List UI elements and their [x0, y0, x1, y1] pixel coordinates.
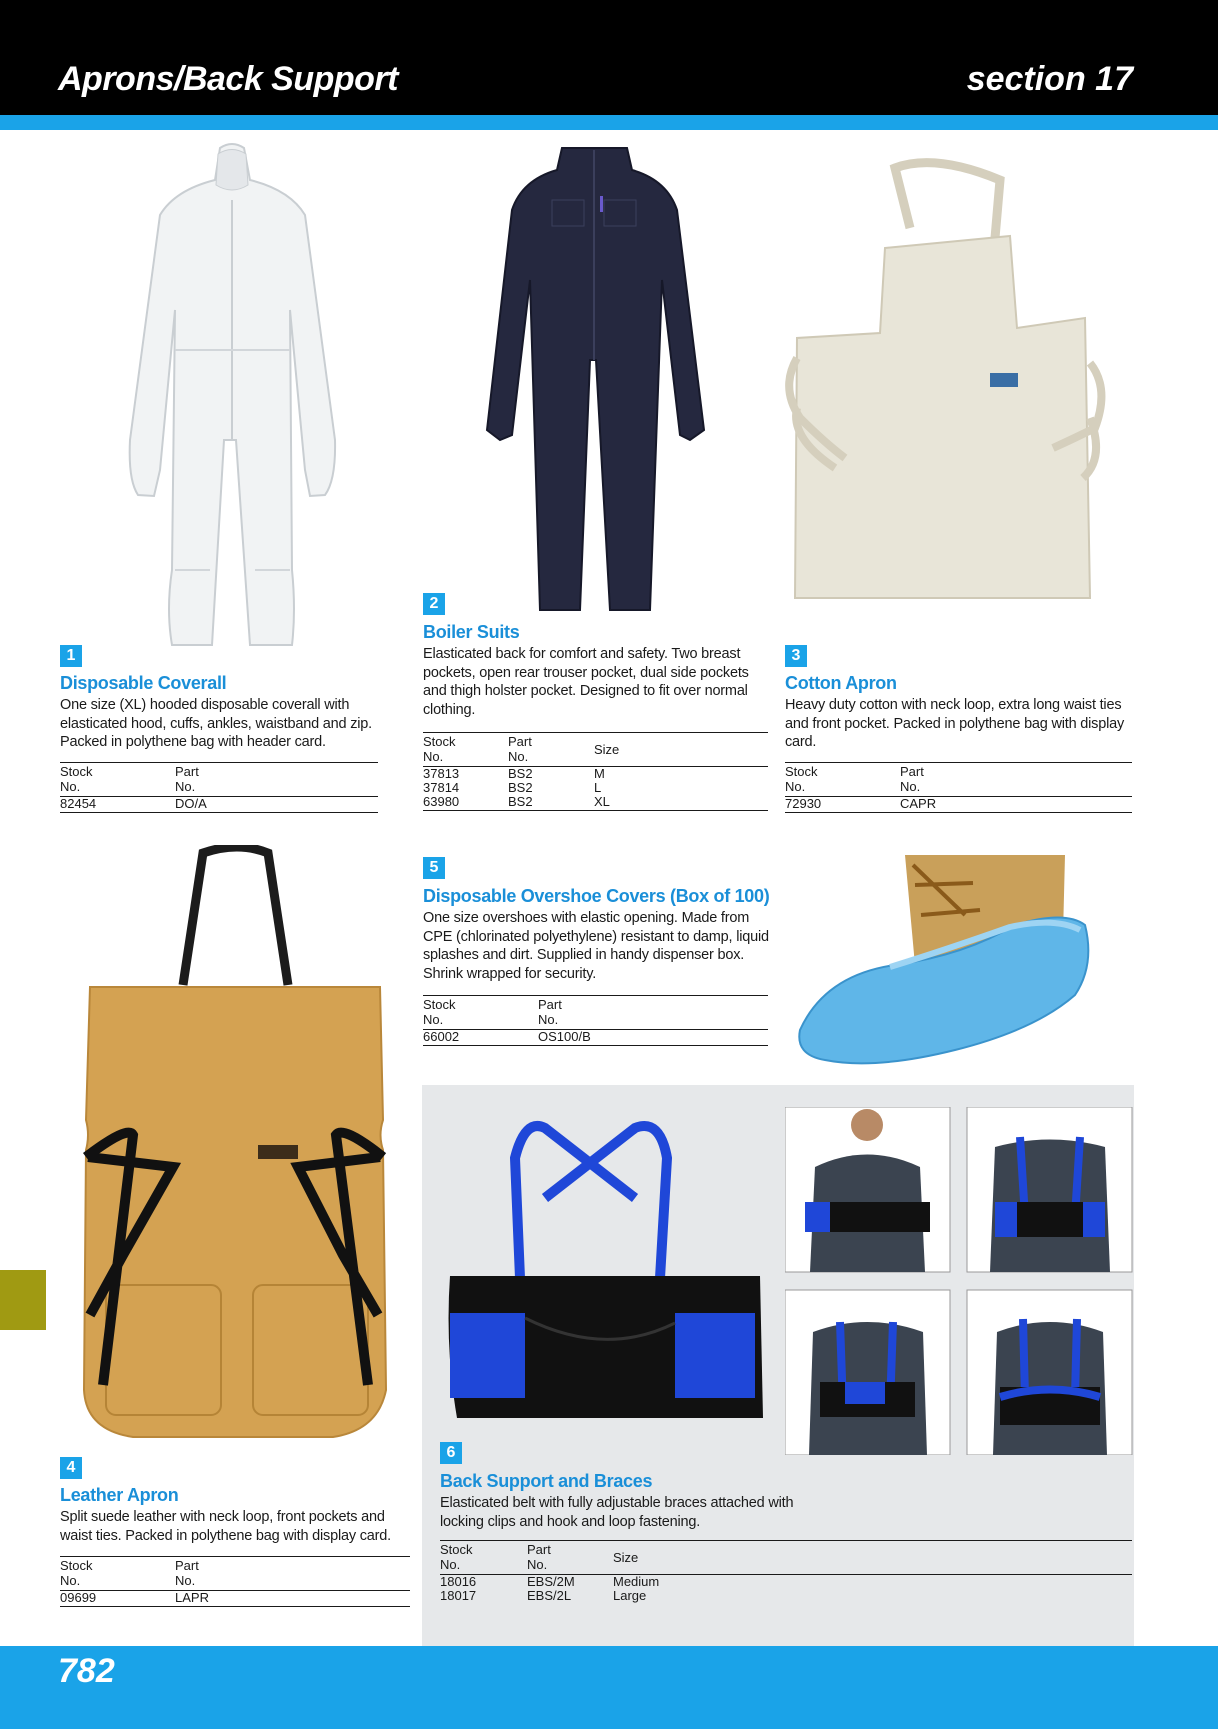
col-part-no: Part No. [538, 997, 562, 1027]
table-row [423, 1030, 768, 1046]
table-row [423, 767, 768, 782]
size-cell: Medium [613, 1574, 660, 1589]
product-title: Boiler Suits [423, 622, 520, 642]
overshoe-cover-image [795, 855, 1095, 1070]
product-description: One size overshoes with elastic opening. Made from CPE (chlorinated polyethylene) resistant to damp, liquid splashes and dirt. Supplied in handy dispenser box. Shrink wrapped for security. [423, 910, 769, 982]
col-part-no: Part No. [527, 1542, 551, 1572]
product-spec-table [423, 732, 768, 811]
col-stock-no: Stock No. [423, 997, 456, 1027]
stock-no-cell: 37814 [423, 780, 460, 795]
table-row [60, 797, 378, 813]
part-no-cell: BS2 [508, 780, 533, 795]
col-part-no: Part No. [508, 734, 532, 764]
product-description: Split suede leather with neck loop, front pockets and waist ties. Packed in polythene bag with display card. [60, 1509, 391, 1544]
table-row [785, 797, 1132, 813]
page-footer [0, 1646, 1218, 1729]
col-part-no: Part No. [175, 764, 199, 794]
stock-no-cell: 66002 [423, 1030, 538, 1046]
col-size: Size [613, 1549, 639, 1565]
col-size: Size [594, 741, 620, 757]
product-spec-table [423, 995, 768, 1046]
product-title: Disposable Coverall [60, 673, 227, 693]
leather-apron-image [78, 845, 398, 1445]
part-no-cell: CAPR [900, 797, 1132, 813]
col-stock-no: Stock No. [785, 764, 818, 794]
product-spec-table [60, 762, 378, 813]
product-title: Cotton Apron [785, 673, 897, 693]
size-cell: M [594, 766, 605, 781]
product-description: Elasticated belt with fully adjustable braces attached with locking clips and hook and loop fastening. [440, 1495, 794, 1530]
stock-no-cell: 18016 [440, 1574, 477, 1589]
product-description: One size (XL) hooded disposable coverall with elasticated hood, cuffs, ankles, waistband and zip. Packed in polythene bag with header card. [60, 697, 372, 750]
product-spec-table [440, 1540, 1132, 1604]
product-title: Disposable Overshoe Covers (Box of 100) [423, 886, 770, 906]
part-no-cell: BS2 [508, 766, 533, 781]
back-support-model-photos [785, 1107, 1135, 1455]
size-cell: L [594, 780, 602, 795]
table-row [440, 1589, 1132, 1604]
product-spec-table [785, 762, 1132, 813]
part-no-cell: BS2 [508, 795, 594, 811]
table-row [440, 1575, 1132, 1590]
stock-no-cell: 18017 [440, 1588, 477, 1603]
col-stock-no: Stock No. [60, 764, 93, 794]
part-no-cell: EBS/2M [527, 1574, 575, 1589]
product-number-badge: 6 [440, 1442, 462, 1464]
product-title: Back Support and Braces [440, 1471, 653, 1491]
product-spec-table [60, 1556, 410, 1607]
table-row [423, 781, 768, 795]
size-cell: XL [594, 795, 768, 811]
section-side-tab [0, 1270, 46, 1330]
table-row [423, 795, 768, 811]
stock-no-cell: 82454 [60, 797, 175, 813]
product-description: Elasticated back for comfort and safety. Two breast pockets, open rear trouser pocket, dual side pockets and thigh holster pocket. Designed to fit over normal clothing. [423, 646, 749, 718]
part-no-cell: LAPR [175, 1591, 410, 1607]
boiler-suit-image [482, 140, 707, 620]
product-number-badge: 2 [423, 593, 445, 615]
part-no-cell: DO/A [175, 797, 378, 813]
stock-no-cell: 72930 [785, 797, 900, 813]
cotton-apron-image [785, 158, 1115, 608]
product-title: Leather Apron [60, 1485, 179, 1505]
col-part-no: Part No. [175, 1558, 199, 1588]
product-number-badge: 4 [60, 1457, 82, 1479]
size-cell: Large [613, 1588, 647, 1603]
product-number-badge: 5 [423, 857, 445, 879]
product-number-badge: 1 [60, 645, 82, 667]
page-number: 782 [58, 1652, 115, 1690]
stock-no-cell: 63980 [423, 795, 508, 811]
part-no-cell: OS100/B [538, 1030, 768, 1046]
section-label: section 17 [966, 60, 1133, 98]
col-stock-no: Stock No. [440, 1542, 473, 1572]
header-stripe [0, 115, 1218, 130]
product-number-badge: 3 [785, 645, 807, 667]
product-description: Heavy duty cotton with neck loop, extra long waist ties and front pocket. Packed in polythene bag with display card. [785, 697, 1125, 750]
stock-no-cell: 37813 [423, 766, 460, 781]
table-row [60, 1591, 410, 1607]
page-title: Aprons/Back Support [58, 60, 398, 98]
col-part-no: Part No. [900, 764, 924, 794]
col-stock-no: Stock No. [423, 734, 456, 764]
disposable-coverall-image [120, 140, 345, 650]
col-stock-no: Stock No. [60, 1558, 93, 1588]
page-header [0, 0, 1218, 115]
back-support-belt-image [445, 1098, 765, 1418]
part-no-cell: EBS/2L [527, 1588, 572, 1603]
stock-no-cell: 09699 [60, 1591, 175, 1607]
